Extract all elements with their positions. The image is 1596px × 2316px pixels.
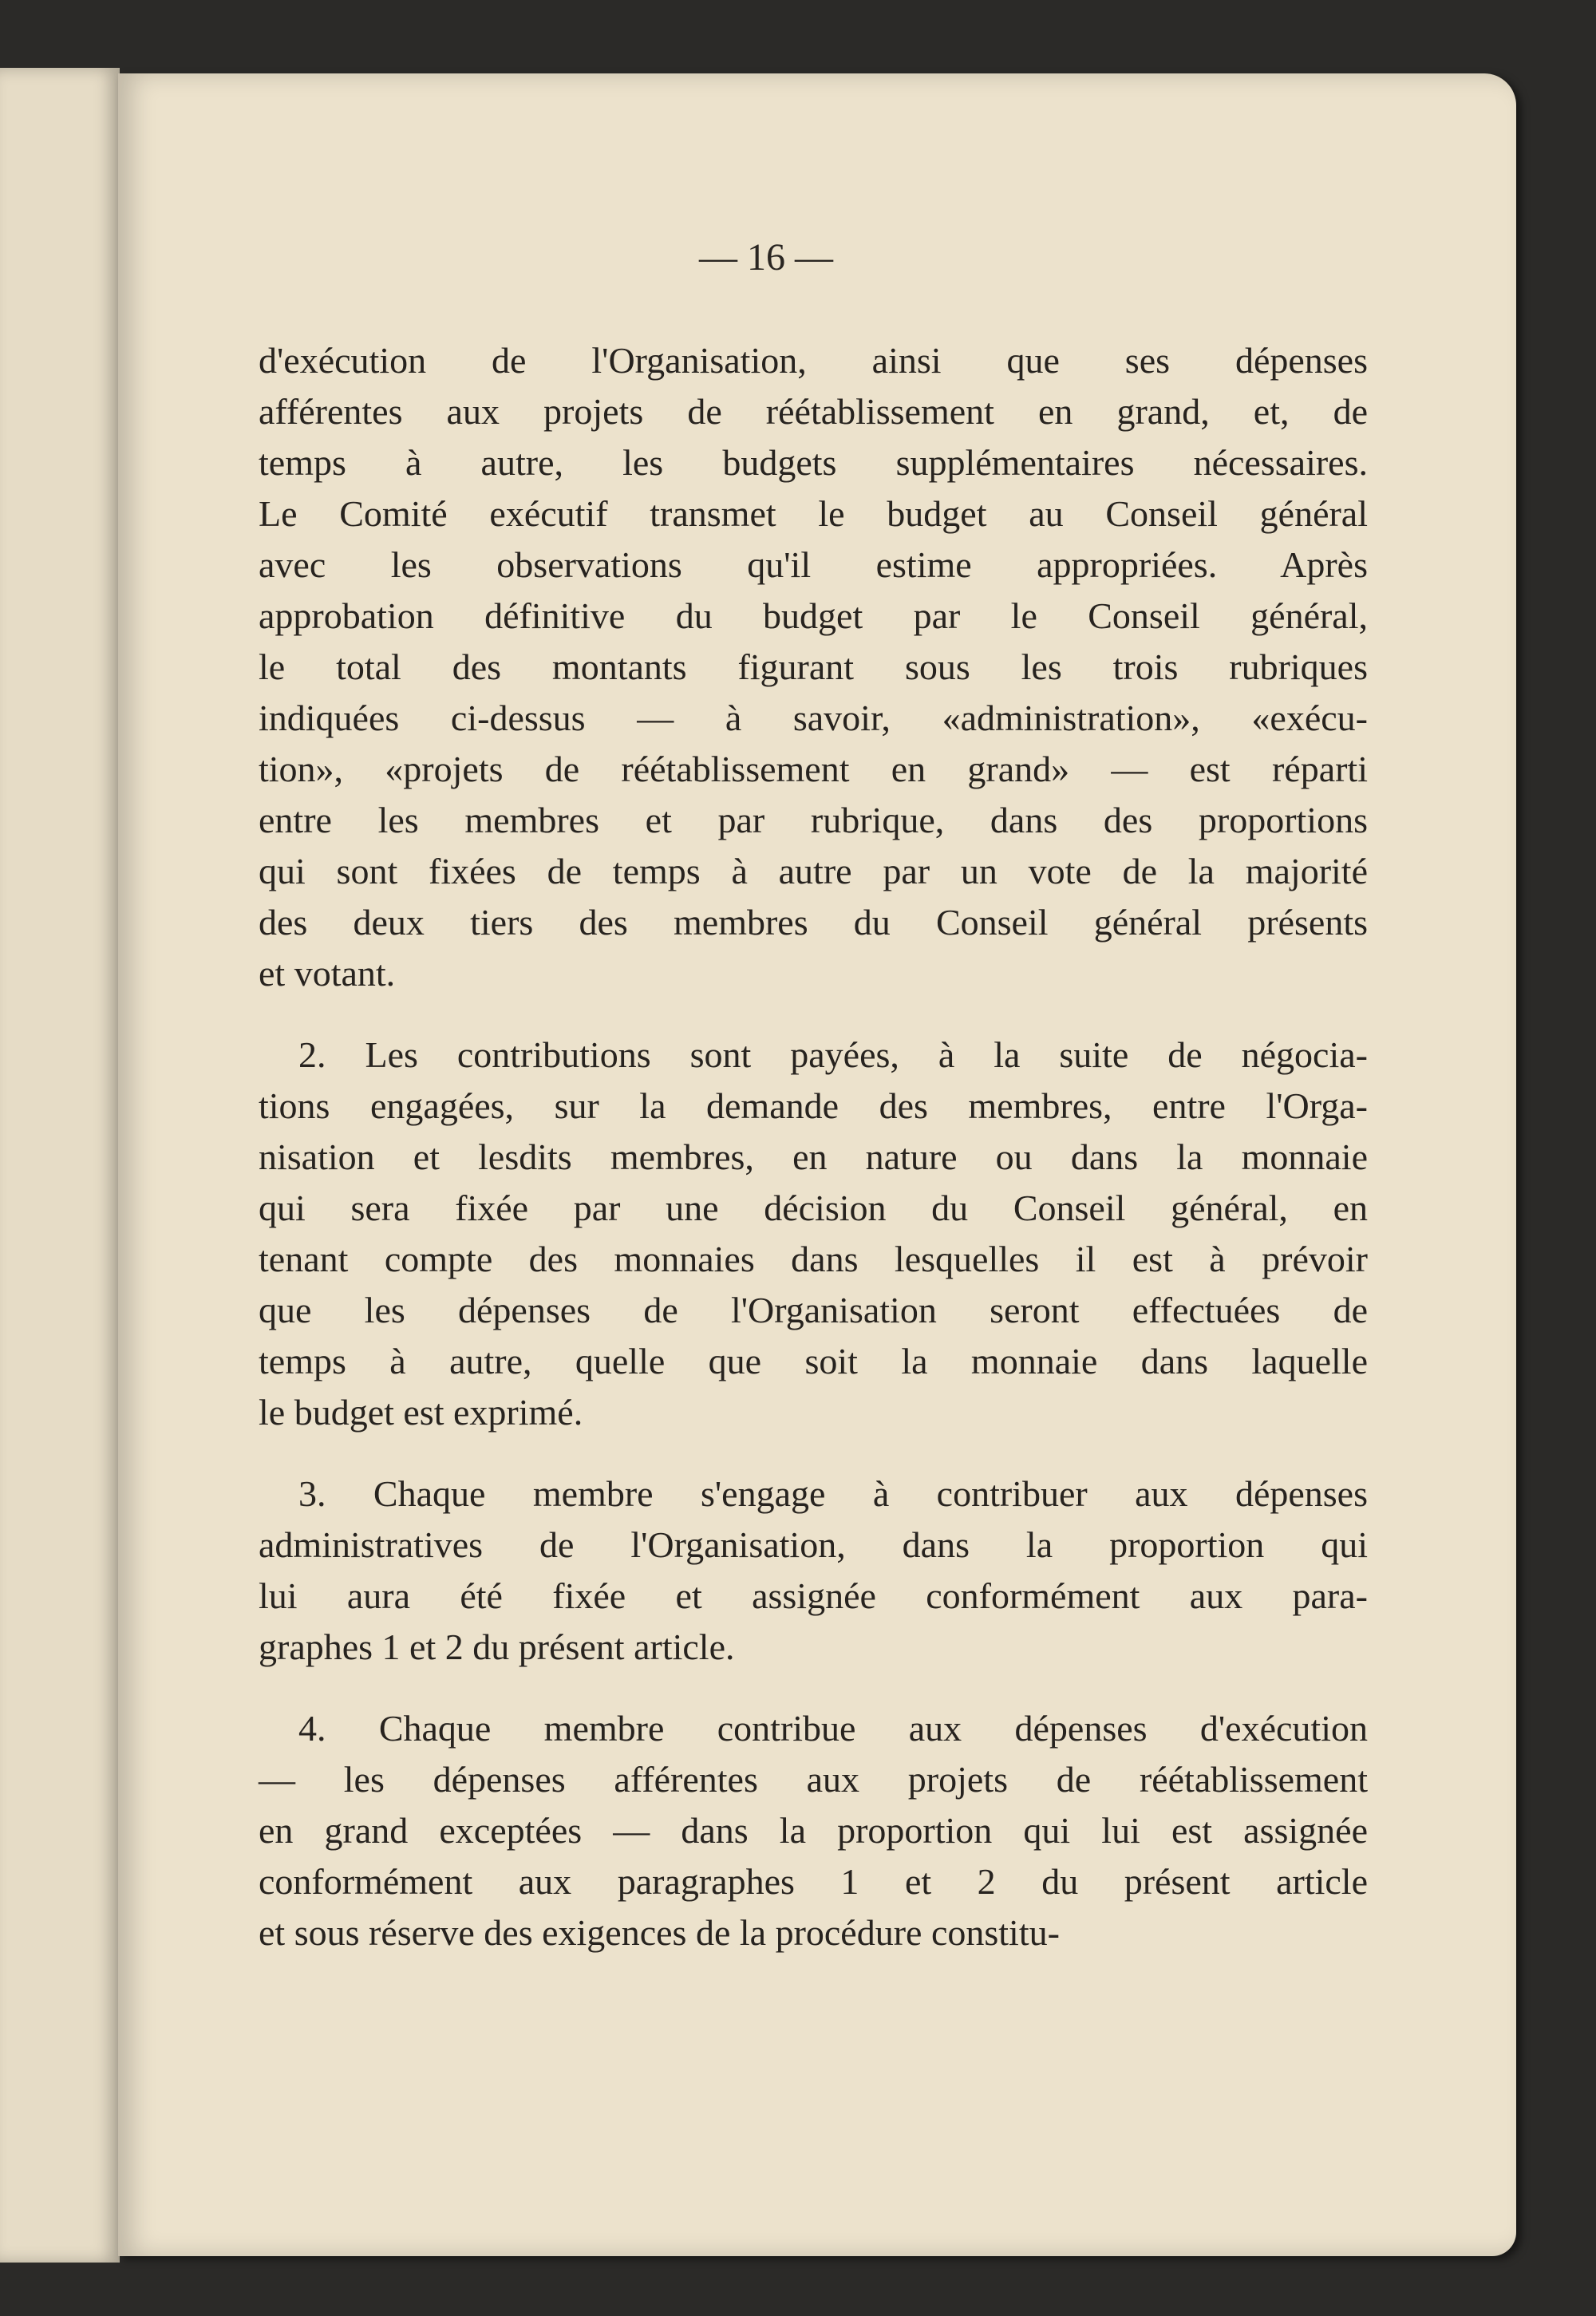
text-line: tion», «projets de réétablissement en grand» — est réparti — [259, 749, 1368, 789]
text-line: et sous réserve des exigences de la procédure constitu- — [259, 1912, 1060, 1953]
text-line: tions engagées, sur la demande des membres, entre l'Orga- — [259, 1085, 1368, 1126]
text-line: qui sont fixées de temps à autre par un vote de la majorité — [259, 851, 1368, 891]
text-line: lui aura été fixée et assignée conformément aux para- — [259, 1575, 1368, 1616]
page-number: — 16 — — [699, 236, 833, 279]
text-line: d'exécution de l'Organisation, ainsi que ses dépenses — [259, 340, 1368, 381]
text-line: tenant compte des monnaies dans lesquelles il est à prévoir — [259, 1239, 1368, 1279]
text-line: — les dépenses afférentes aux projets de réétablissement — [259, 1759, 1368, 1800]
text-line: le total des montants figurant sous les trois rubriques — [259, 646, 1368, 687]
text-line: et votant. — [259, 953, 396, 994]
text-line: Le Comité exécutif transmet le budget au Conseil général — [259, 493, 1368, 534]
text-line: en grand exceptées — dans la proportion qui lui est assignée — [259, 1810, 1368, 1851]
text-line: entre les membres et par rubrique, dans des proportions — [259, 800, 1368, 840]
text-line: des deux tiers des membres du Conseil général présents — [259, 902, 1368, 943]
text-line: 3. Chaque membre s'engage à contribuer aux dépenses — [298, 1473, 1368, 1514]
paragraph — [259, 1468, 1368, 1673]
text-line: temps à autre, les budgets supplémentaires nécessaires. — [259, 442, 1368, 483]
text-line: conformément aux paragraphes 1 et 2 du présent article — [259, 1861, 1368, 1902]
text-line: 2. Les contributions sont payées, à la suite de négocia- — [298, 1034, 1368, 1075]
text-line: nisation et lesdits membres, en nature ou dans la monnaie — [259, 1136, 1368, 1177]
text-line: afférentes aux projets de réétablissement en grand, et, de — [259, 391, 1368, 432]
text-line: temps à autre, quelle que soit la monnaie dans laquelle — [259, 1341, 1368, 1381]
text-line: avec les observations qu'il estime appropriées. Après — [259, 544, 1368, 585]
text-line: que les dépenses de l'Organisation seront effectuées de — [259, 1290, 1368, 1330]
text-line: 4. Chaque membre contribue aux dépenses d'exécution — [298, 1708, 1368, 1749]
text-line: administratives de l'Organisation, dans la proportion qui — [259, 1524, 1368, 1565]
text-line: indiquées ci-dessus — à savoir, «administration», «exécu- — [259, 698, 1368, 738]
paragraph — [259, 1703, 1368, 1958]
text-line: le budget est exprimé. — [259, 1392, 583, 1433]
text-line: graphes 1 et 2 du présent article. — [259, 1626, 735, 1667]
text-line: qui sera fixée par une décision du Conseil général, en — [259, 1188, 1368, 1228]
paragraph — [259, 335, 1368, 999]
text-line: approbation définitive du budget par le Conseil général, — [259, 595, 1368, 636]
body-text — [259, 335, 1368, 1989]
paragraph — [259, 1030, 1368, 1438]
left-page-edge — [0, 68, 120, 2263]
